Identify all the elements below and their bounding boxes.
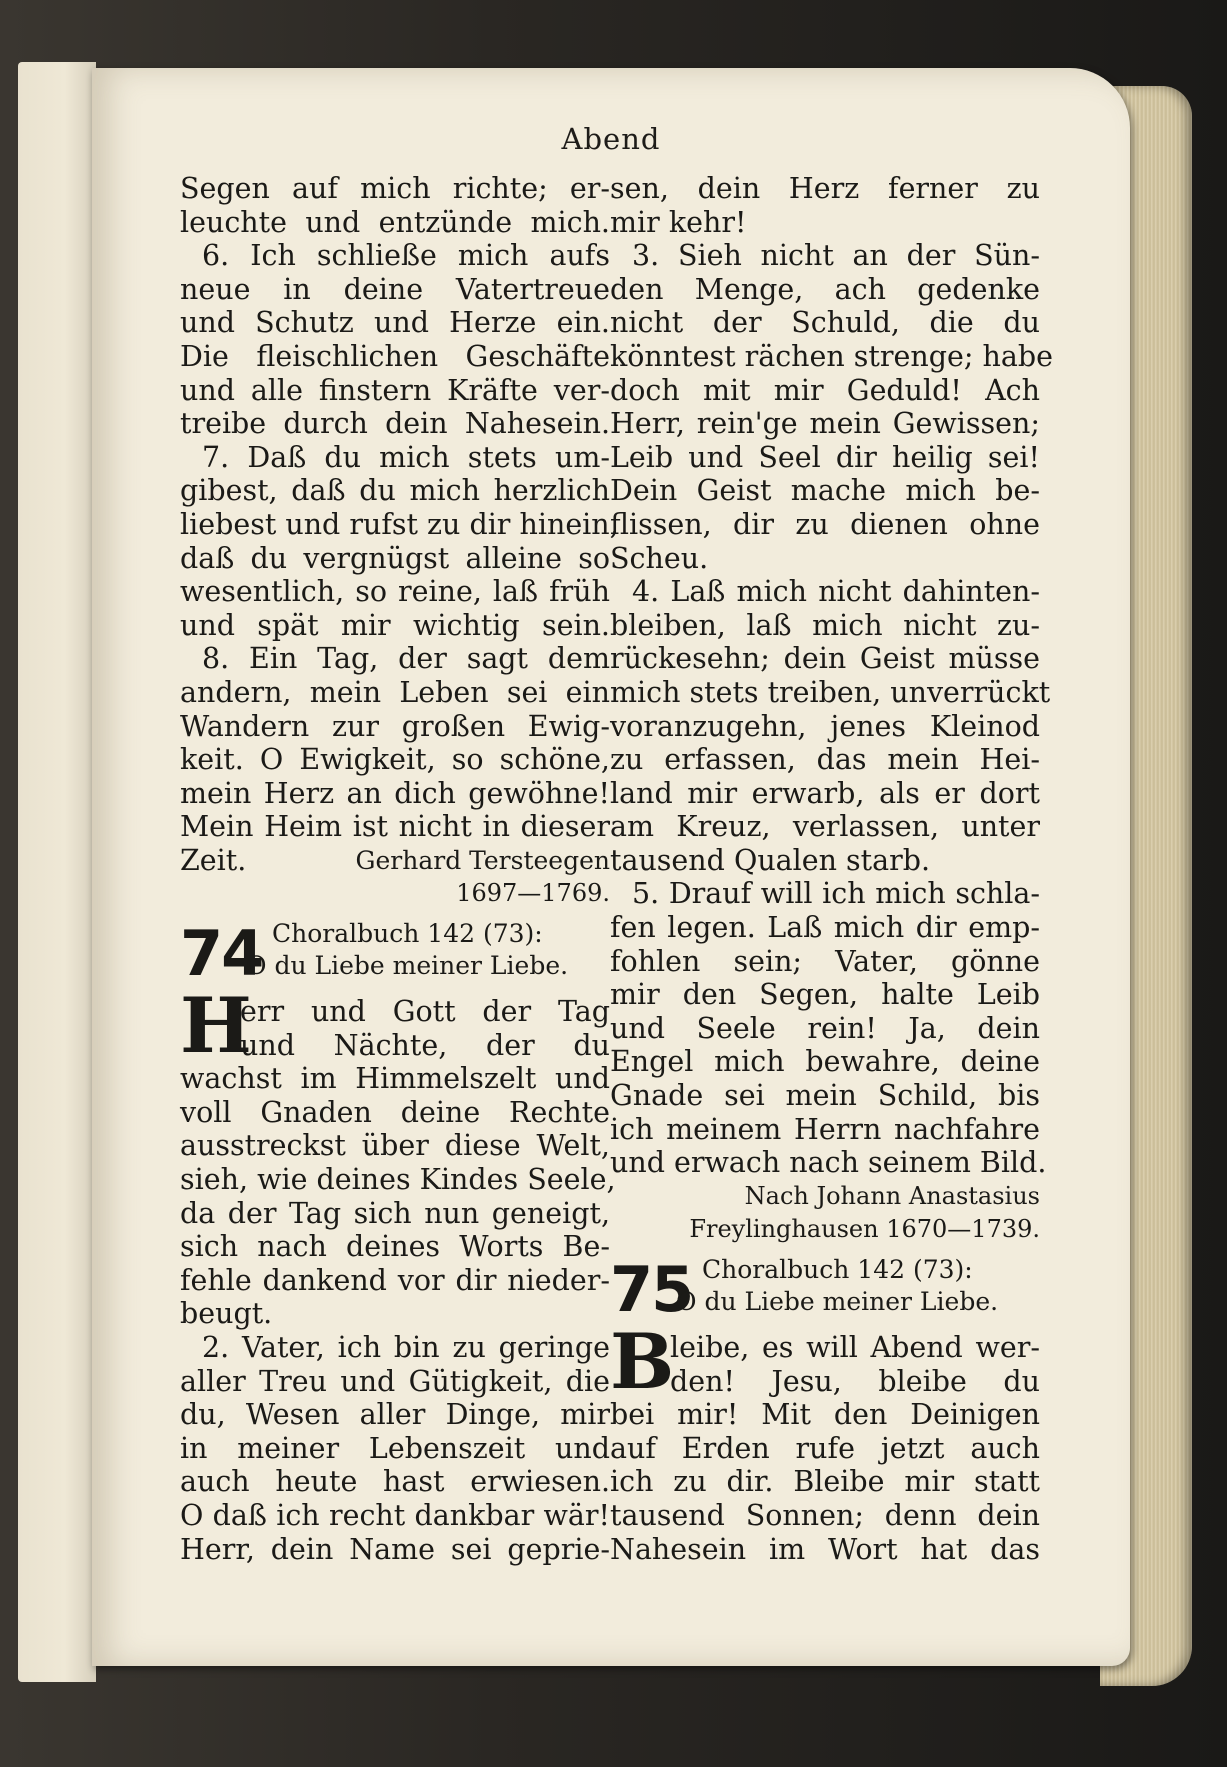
verse-line: mir den Segen, halte Leib [610,978,1040,1012]
verse-line: Engel mich bewahre, deine [610,1045,1040,1079]
verse-line: Dein Geist mache mich be- [610,474,1040,508]
verse-line: Herr, rein'ge mein Gewissen; [610,407,1040,441]
verse-line: 6. Ich schließe mich aufs [202,239,610,273]
verse-line: O daß ich recht dankbar wär! [180,1498,610,1532]
verse-line: rückesehn; dein Geist müsse [610,642,1040,676]
verse-line: könntest rächen strenge; habe [610,339,1053,373]
author-name: Gerhard Tersteegen [355,845,610,875]
closing-word: Zeit. [180,843,247,877]
verse-line: gibest, daß du mich herzlich [180,474,610,508]
verse-line: Leib und Seel dir heilig sei! [610,440,1040,474]
verse-line: fehle dankend vor dir nieder- [180,1263,610,1297]
verse-line: mir kehr! [610,205,747,239]
verse-line: beugt. [180,1297,273,1331]
verse-line: und spät mir wichtig sein. [180,608,610,642]
hymn-74-lines [180,1062,616,1566]
verse-line: leibe, es will Abend wer- [670,1331,1040,1364]
verse-line: sen, dein Herz ferner zu [610,172,1040,205]
verse-line: 5. Drauf will ich mich schla- [632,877,1040,911]
verse-line: wesentlich, so reine, laß früh [180,575,610,609]
verse-line: voll Gnaden deine Rechte [180,1095,610,1129]
verse-line: leuchte und entzünde mich. [180,205,610,239]
running-header: Abend [561,122,661,156]
hymn-number: 74 [180,917,263,991]
verse-line: ich meinem Herrn nachfahre [610,1112,1040,1146]
verse-line: nicht der Schuld, die du [610,306,1040,340]
verse-line: sieh, wie deines Kindes Seele, [180,1163,616,1197]
verse-line: auch heute hast erwiesen. [180,1465,610,1499]
author-line: Freylinghausen 1670—1739. [689,1215,1040,1244]
verse-line: und Seele rein! Ja, dein [610,1011,1040,1045]
verse-line: du, Wesen aller Dinge, mir [180,1398,610,1432]
verse-line: und alle finstern Kräfte ver- [180,373,610,407]
verse-line: daß du vergnügst alleine so [180,541,610,575]
verse-line: land mir erwarb, als er dort [610,776,1040,810]
verse-line: fen legen. Laß mich dir emp- [610,911,1040,945]
hymn-tune: O du Liebe meiner Liebe. [676,1287,999,1316]
drop-cap: B [610,1317,675,1406]
verse-line: am Kreuz, verlassen, unter [610,810,1040,844]
verse-line: bleiben, laß mich nicht zu- [610,608,1040,642]
left-verse-lines [180,172,619,844]
verse-line: und erwach nach seinem Bild. [610,1146,1047,1180]
hymn-reference: Choralbuch 142 (73): [702,1255,973,1284]
hymn-tune: O du Liebe meiner Liebe. [246,951,569,981]
verse-line: wachst im Himmelszelt und [180,1062,610,1096]
verse-line: Gnade sei mein Schild, bis [610,1079,1040,1113]
verse-line: err und Gott der Tag [240,995,610,1029]
verse-line: Die fleischlichen Geschäfte [180,339,610,373]
hymn-74-opening [180,981,610,1071]
hymn-number: 75 [610,1253,693,1326]
right-column [610,172,1053,1566]
verse-line: und Schutz und Herze ein. [180,306,610,340]
hymn-74-heading [180,917,610,991]
drop-cap: H [180,981,252,1071]
hymn-75-lines [610,1398,1040,1566]
verse-line: doch mit mir Geduld! Ach [610,373,1040,407]
book-page [92,68,1130,1666]
verse-line: auf Erden rufe jetzt auch [610,1431,1040,1465]
author-line: Nach Johann Anastasius [744,1181,1040,1210]
verse-line: 8. Ein Tag, der sagt dem [202,642,610,676]
verse-line: Scheu. [610,541,709,575]
right-verse-lines [610,172,1053,1180]
verse-line: den! Jesu, bleibe du [670,1364,1040,1398]
left-column [180,172,619,1566]
verse-line: da der Tag sich nun geneigt, [180,1196,610,1230]
verse-line: zu erfassen, das mein Hei- [610,743,1040,777]
verse-line: ausstreckst über diese Welt, [180,1129,610,1163]
verse-line: bei mir! Mit den Deinigen [610,1398,1040,1432]
verse-line: Mein Heim ist nicht in dieser [180,810,610,844]
verse-line: keit. O Ewigkeit, so schöne, [180,743,610,777]
verse-line: tausend Qualen starb. [610,843,931,877]
verse-line: fohlen sein; Vater, gönne [610,944,1040,978]
verse-line: mich stets treiben, unverrückt [610,675,1051,709]
verse-line: liebest und rufst zu dir hinein, [180,507,619,541]
verse-line: den Menge, ach gedenke [610,272,1040,306]
verse-line: und Nächte, der du [240,1028,610,1062]
verse-line: ich zu dir. Bleibe mir statt [610,1465,1040,1499]
verse-line: mein Herz an dich gewöhne! [180,776,610,810]
verse-line: 3. Sieh nicht an der Sün- [632,239,1040,273]
verse-line: 4. Laß mich nicht dahinten- [632,575,1040,609]
verse-line: Segen auf mich richte; er- [180,172,610,205]
author-line [180,844,610,878]
facing-page-edge [18,62,96,1682]
verse-line: tausend Sonnen; denn dein [610,1498,1040,1532]
verse-line: 2. Vater, ich bin zu geringe [202,1331,610,1364]
verse-line: sich nach deines Worts Be- [180,1230,610,1264]
verse-line: treibe durch dein Nahesein. [180,407,610,441]
author-years: 1697—1769. [456,879,610,908]
hymn-75-heading [610,1253,1040,1327]
verse-line: 7. Daß du mich stets um- [202,440,610,474]
verse-line: andern, mein Leben sei ein [180,675,610,709]
verse-line: Herr, dein Name sei geprie- [180,1532,610,1566]
verse-line: flissen, dir zu dienen ohne [610,507,1040,541]
hymn-reference: Choralbuch 142 (73): [272,919,543,949]
verse-line: Nahesein im Wort hat das [610,1532,1040,1566]
verse-line: neue in deine Vatertreue [180,272,610,306]
hymn-75-opening [610,1317,1040,1406]
verse-line: aller Treu und Gütigkeit, die [180,1364,610,1398]
verse-line: in meiner Lebenszeit und [180,1431,610,1465]
verse-line: Wandern zur großen Ewig- [180,709,610,743]
verse-line: voranzugehn, jenes Kleinod [610,709,1040,743]
